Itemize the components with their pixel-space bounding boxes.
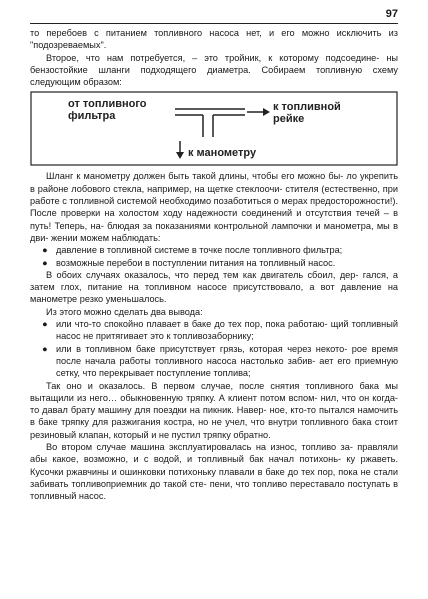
label-to-rail-2: рейке [273,113,305,126]
observation-list [30,244,398,269]
label-from-filter-1: от топливного [68,98,147,111]
paragraph-7: Во втором случае машина эксплуатировалась на износ, топливо за- правляли абы какое, возможно, и с водой, и топливный бак начал потихонь- ку ржаветь. Кусочки ржавчины и ошинковки потихоньку плавали в баке до тех пор, пока не стали забивать топливоприемник до такой сте- пени, что топливо переставало поступать в топливный насос. [30,442,398,502]
paragraph-4: В обоих случаях оказалось, что перед тем как двигатель сбоил, дер- гался, а затем глох, питание на топливном насосе присутствовало, а вот давление на манометре резко уменьшалось. [30,269,398,305]
paragraph-1: то перебоев с питанием топливного насоса нет, и его можно исключить из "подозреваемых". [30,28,398,51]
page-number: 97 [385,8,398,20]
header-rule [30,23,398,24]
arrow-to-gauge-head [176,152,184,159]
paragraph-5: Из этого можно сделать два вывода: [46,306,203,317]
arrow-to-rail-head [263,108,270,116]
fuel-schema-diagram [30,91,398,166]
conclusion-list [30,318,398,379]
list-item: ● давление в топливной системе в точке после топливного фильтра; [42,245,343,256]
list-item: ● или в топливном баке присутствует грязь, которая через некото- рое время после начала работы топливного насоса настолько забив- ает его приемную сетку, что перекрывает поступление топлива; [42,343,398,379]
paragraph-3: Шланг к манометру должен быть такой длины, чтобы его можно бы- ло укрепить в районе лобового стекла, например, на щетке стеклоочи- стителя (естественно, при работе с топливной системой необходимо позаботиться о мерах предосторожности!). После проверки на холостом ходу надежности соединений и отсутствия течей – в путь! Теперь, на- блюдая за показаниями контрольной лампочки и манометра, мы в дви- жении можем наблюдать: [30,171,398,243]
bullet-icon: ● [42,245,48,256]
paragraph-2: Второе, что нам потребуется, – это тройник, к которому подсоедине- ны бензостойкие шланги подходящего диаметра. Собираем топливную схему следующим образом: [30,52,398,88]
page-body [30,27,398,503]
label-to-rail-1: к топливной [273,101,341,114]
list-item: ● или что-то спокойно плавает в баке до тех пор, пока работаю- щий топливный насос не притягивает это к топливозаборнику; [42,319,398,342]
label-from-filter-2: фильтра [68,110,116,123]
label-to-gauge: к манометру [188,147,257,160]
bullet-icon: ● [42,257,48,268]
list-item: ● возможные перебои в поступлении питания на топливный насос. [42,257,336,268]
bullet-icon: ● [42,343,48,354]
paragraph-6: Так оно и оказалось. В первом случае, после снятия топливного бака мы вытащили из него… обыкновенную тряпку. А клиент потом вспом- нил, что он когда-то давал брату машину для поездки на пикник. Навер- ное, кто-то пытался намочить в баке тряпку для разжигания костра, но не учел, что внутри топливного бака стоит резиновый клапан, который и не пустил тряпку обратно. [30,380,398,440]
bullet-icon: ● [42,319,48,330]
